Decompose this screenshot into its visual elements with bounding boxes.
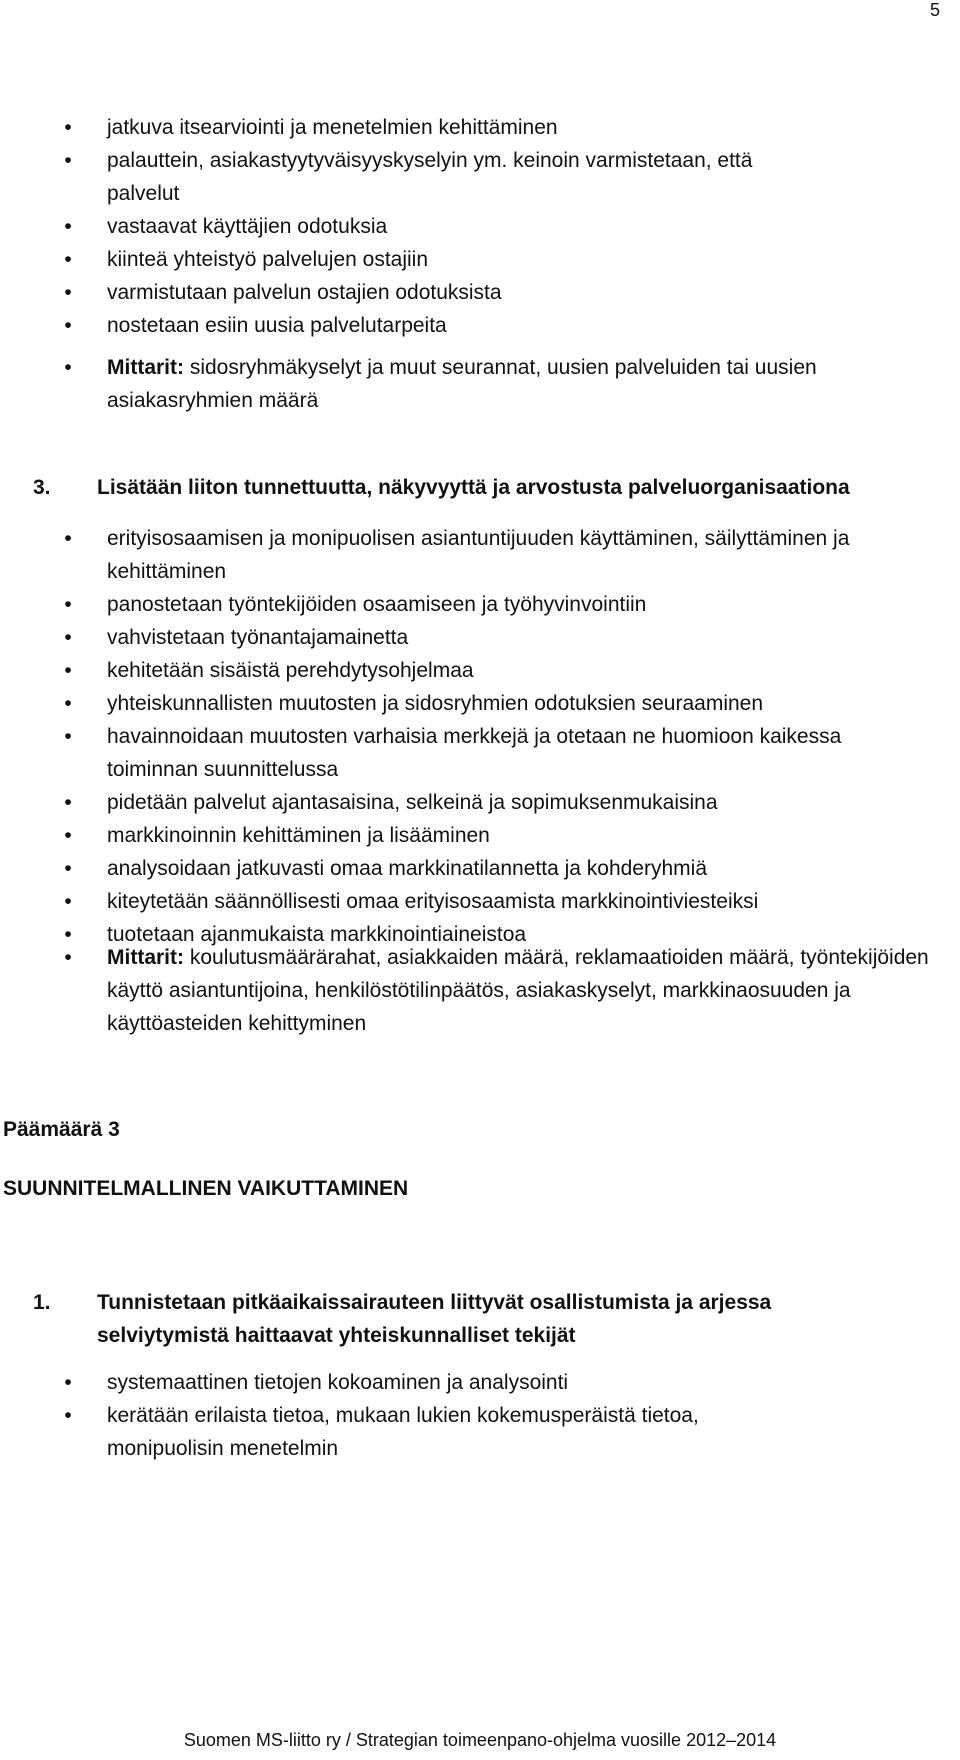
list-item: • analysoidaan jatkuvasti omaa markkinatilannetta ja kohderyhmiä bbox=[0, 852, 960, 885]
metrics-text: koulutusmäärärahat, asiakkaiden määrä, reklamaatioiden määrä, työntekijöiden käyttö asiantuntijoina, henkilöstötilinpäätös, asiakaskyselyt, markkinaosuuden ja käyttöasteiden kehittyminen bbox=[107, 946, 929, 1035]
bullet-icon: • bbox=[64, 314, 72, 337]
bullet-icon: • bbox=[64, 116, 72, 139]
list-item: • markkinoinnin kehittäminen ja lisääminen bbox=[0, 819, 960, 852]
list-item: • vastaavat käyttäjien odotuksia bbox=[0, 210, 960, 243]
metrics-label: Mittarit: bbox=[107, 356, 184, 379]
bullet-icon: • bbox=[64, 725, 72, 748]
bullet-list-a bbox=[0, 111, 960, 342]
list-item: • vahvistetaan työnantajamainetta bbox=[0, 621, 960, 654]
section-title: Tunnistetaan pitkäaikaissairauteen liittyvät osallistumista ja arjessa selviytymistä haittaavat yhteiskunnalliset tekijät bbox=[97, 1291, 772, 1347]
section-heading-1 bbox=[0, 1286, 960, 1356]
bullet-icon: • bbox=[64, 692, 72, 715]
list-item: • erityisosaamisen ja monipuolisen asiantuntijuuden käyttäminen, säilyttäminen ja kehittäminen bbox=[0, 522, 960, 588]
list-item: • pidetään palvelut ajantasaisina, selkeinä ja sopimuksenmukaisina bbox=[0, 786, 960, 819]
list-item: • nostetaan esiin uusia palvelutarpeita bbox=[0, 309, 960, 342]
goal-subheading: SUUNNITELMALLINEN VAIKUTTAMINEN bbox=[3, 1177, 409, 1200]
bullet-icon: • bbox=[64, 527, 72, 550]
bullet-icon: • bbox=[64, 215, 72, 238]
metrics-a bbox=[0, 351, 960, 417]
metrics-label: Mittarit: bbox=[107, 946, 184, 969]
page-footer: Suomen MS-liitto ry / Strategian toimeenpano-ohjelma vuosille 2012–2014 bbox=[183, 1730, 777, 1750]
list-item: • kehitetään sisäistä perehdytysohjelmaa bbox=[0, 654, 960, 687]
bullet-list-b bbox=[0, 522, 960, 951]
list-item: • havainnoidaan muutosten varhaisia merkkejä ja otetaan ne huomioon kaikessa toiminnan suunnittelussa bbox=[0, 720, 960, 786]
bullet-icon: • bbox=[64, 593, 72, 616]
bullet-icon: • bbox=[64, 149, 72, 172]
metrics-b bbox=[0, 941, 960, 1040]
list-item bbox=[0, 941, 960, 1040]
list-item bbox=[0, 351, 960, 417]
list-item: • palauttein, asiakastyytyväisyyskyselyin ym. keinoin varmistetaan, että palvelut bbox=[0, 144, 960, 210]
bullet-icon: • bbox=[64, 857, 72, 880]
bullet-icon: • bbox=[64, 791, 72, 814]
bullet-list-c bbox=[0, 1366, 960, 1465]
bullet-icon: • bbox=[64, 824, 72, 847]
list-item: • yhteiskunnallisten muutosten ja sidosryhmien odotuksien seuraaminen bbox=[0, 687, 960, 720]
list-item: • panostetaan työntekijöiden osaamiseen ja työhyvinvointiin bbox=[0, 588, 960, 621]
list-item: • tuotetaan ajanmukaista markkinointiaineistoa bbox=[0, 918, 960, 951]
bullet-icon: • bbox=[64, 946, 72, 969]
bullet-icon: • bbox=[64, 1404, 72, 1427]
section-title: Lisätään liiton tunnettuutta, näkyvyyttä ja arvostusta palveluorganisaationa bbox=[97, 476, 850, 499]
bullet-icon: • bbox=[64, 659, 72, 682]
list-item: • jatkuva itsearviointi ja menetelmien kehittäminen bbox=[0, 111, 960, 144]
bullet-icon: • bbox=[64, 356, 72, 379]
bullet-icon: • bbox=[64, 1371, 72, 1394]
page-number: 5 bbox=[929, 0, 940, 20]
section-number: 3. bbox=[33, 476, 51, 499]
list-item: • kerätään erilaista tietoa, mukaan lukien kokemusperäistä tietoa, monipuolisin menetelmin bbox=[0, 1399, 960, 1465]
goal-heading: Päämäärä 3 bbox=[3, 1118, 120, 1141]
bullet-icon: • bbox=[64, 923, 72, 946]
section-number: 1. bbox=[33, 1291, 51, 1314]
bullet-icon: • bbox=[64, 626, 72, 649]
bullet-icon: • bbox=[64, 248, 72, 271]
metrics-text: sidosryhmäkyselyt ja muut seurannat, uusien palveluiden tai uusien asiakasryhmien määrä bbox=[107, 356, 817, 412]
bullet-icon: • bbox=[64, 281, 72, 304]
list-item: • varmistutaan palvelun ostajien odotuksista bbox=[0, 276, 960, 309]
list-item: • kiinteä yhteistyö palvelujen ostajiin bbox=[0, 243, 960, 276]
bullet-icon: • bbox=[64, 890, 72, 913]
list-item: • kiteytetään säännöllisesti omaa erityisosaamista markkinointiviesteiksi bbox=[0, 885, 960, 918]
list-item: • systemaattinen tietojen kokoaminen ja analysointi bbox=[0, 1366, 960, 1399]
